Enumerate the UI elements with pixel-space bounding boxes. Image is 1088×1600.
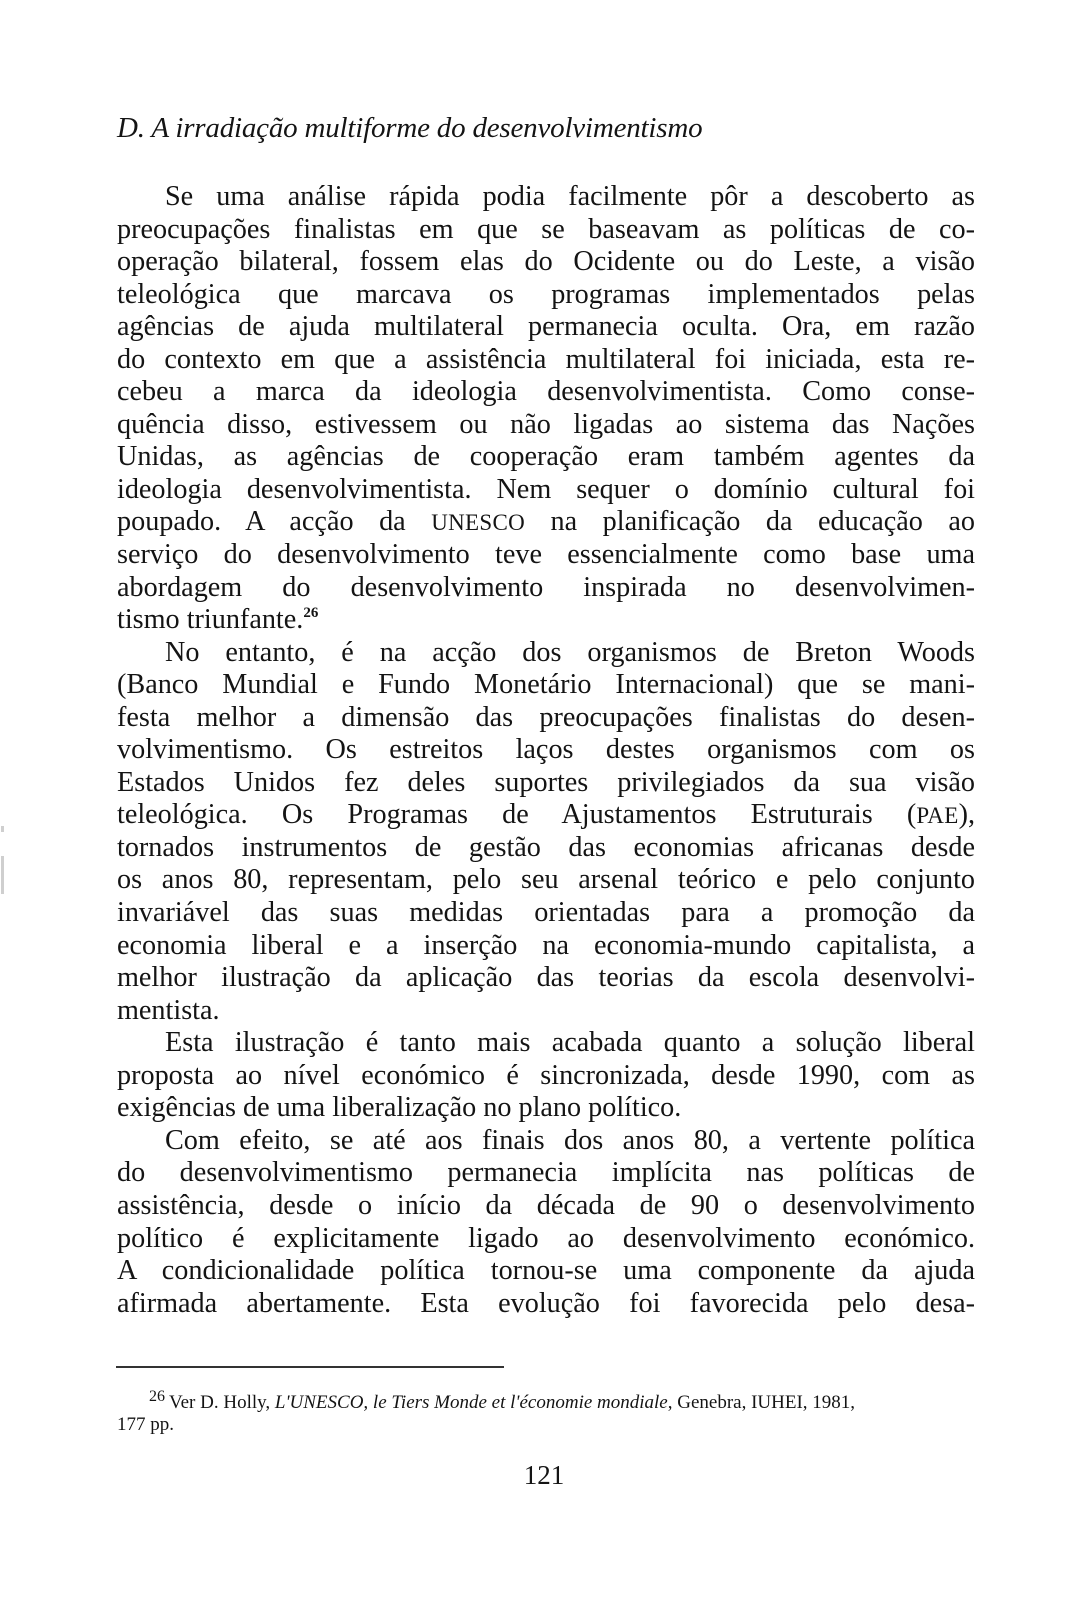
- footnote-line: 177 pp.: [117, 1414, 174, 1435]
- text-line: [117, 506, 975, 539]
- footnote-number: 26: [149, 1388, 165, 1405]
- text-fragment: poupado. A acção da: [117, 506, 432, 538]
- text-line: (Banco Mundial e Fundo Monetário Internacional) que se mani-: [117, 669, 975, 701]
- footnote-title: L'UNESCO, le Tiers Monde et l'économie mondiale: [274, 1392, 668, 1413]
- text-fragment: tismo triunfante.: [117, 604, 304, 636]
- text-line: os anos 80, representam, pelo seu arsenal teórico e pelo conjunto: [117, 864, 975, 896]
- text-line: [117, 604, 975, 637]
- text-line: Estados Unidos fez deles suportes privilegiados da sua visão: [117, 766, 975, 798]
- text-line: cebeu a marca da ideologia desenvolvimentista. Como conse-: [117, 376, 975, 408]
- text-line: assistência, desde o início da década de 90 o desenvolvimento: [117, 1189, 975, 1221]
- text-line: do contexto em que a assistência multilateral foi iniciada, esta re-: [117, 343, 975, 375]
- text-line: Unidas, as agências de cooperação eram também agentes da: [117, 441, 975, 473]
- footnote: [117, 1388, 977, 1436]
- text-line: político é explicitamente ligado ao desenvolvimento económico.: [117, 1222, 975, 1254]
- text-line: Com efeito, se até aos finais dos anos 80, a vertente política: [165, 1124, 975, 1156]
- text-line: economia liberal e a inserção na economia-mundo capitalista, a: [117, 929, 975, 961]
- text-fragment: teleológica. Os Programas de Ajustamentos Estruturais (: [117, 799, 917, 831]
- text-fragment: ),: [958, 799, 975, 831]
- text-line: teleológica que marcava os programas implementados pelas: [117, 278, 975, 310]
- footnote-reference[interactable]: 26: [303, 605, 319, 622]
- text-line: afirmada abertamente. Esta evolução foi favorecida pelo desa-: [117, 1287, 975, 1319]
- text-line: melhor ilustração da aplicação das teorias da escola desenvolvi-: [117, 962, 975, 994]
- body-text: [117, 181, 975, 1320]
- footnote-line: [117, 1388, 977, 1414]
- footnote-suffix: , Genebra, IUHEI, 1981,: [667, 1392, 856, 1413]
- section-heading: D. A irradiação multiforme do desenvolvimentismo: [117, 112, 703, 144]
- text-line: No entanto, é na acção dos organismos de Breton Woods: [165, 636, 975, 668]
- text-line: agências de ajuda multilateral permanecia oculta. Ora, em razão: [117, 311, 975, 343]
- text-line: Se uma análise rápida podia facilmente pôr a descoberto as: [165, 181, 975, 212]
- text-fragment: na planificação da educação ao: [525, 506, 975, 538]
- text-line: invariável das suas medidas orientadas para a promoção da: [117, 897, 975, 929]
- text-line: Esta ilustração é tanto mais acabada quanto a solução liberal: [165, 1027, 975, 1059]
- footnote-prefix: Ver D. Holly,: [169, 1392, 275, 1413]
- text-line: ideologia desenvolvimentista. Nem sequer o domínio cultural foi: [117, 473, 975, 505]
- text-line: [117, 799, 975, 832]
- scan-margin-artifact: [1, 826, 4, 832]
- text-line: volvimentismo. Os estreitos laços destes organismos com os: [117, 734, 975, 766]
- scan-margin-artifact: [1, 856, 4, 894]
- text-line: exigências de uma liberalização no plano político.: [117, 1092, 682, 1124]
- text-line: tornados instrumentos de gestão das economias africanas desde: [117, 831, 975, 863]
- acronym-unesco: UNESCO: [431, 510, 526, 536]
- text-line: festa melhor a dimensão das preocupações finalistas do desen-: [117, 701, 975, 733]
- text-line: quência disso, estivessem ou não ligadas ao sistema das Nações: [117, 408, 975, 440]
- text-line: preocupações finalistas em que se baseavam as políticas de co-: [117, 213, 975, 245]
- text-line: mentista.: [117, 994, 220, 1026]
- text-line: abordagem do desenvolvimento inspirada no desenvolvimen-: [117, 571, 975, 603]
- text-line: A condicionalidade política tornou-se uma componente da ajuda: [117, 1255, 975, 1287]
- text-line: do desenvolvimentismo permanecia implícita nas políticas de: [117, 1157, 975, 1189]
- acronym-pae: PAE: [916, 803, 959, 829]
- page-number: 121: [523, 1460, 565, 1490]
- text-line: operação bilateral, fossem elas do Ocidente ou do Leste, a visão: [117, 246, 975, 278]
- footnote-divider: [116, 1366, 504, 1368]
- text-line: serviço do desenvolvimento teve essencialmente como base uma: [117, 539, 975, 571]
- text-line: proposta ao nível económico é sincronizada, desde 1990, com as: [117, 1059, 975, 1091]
